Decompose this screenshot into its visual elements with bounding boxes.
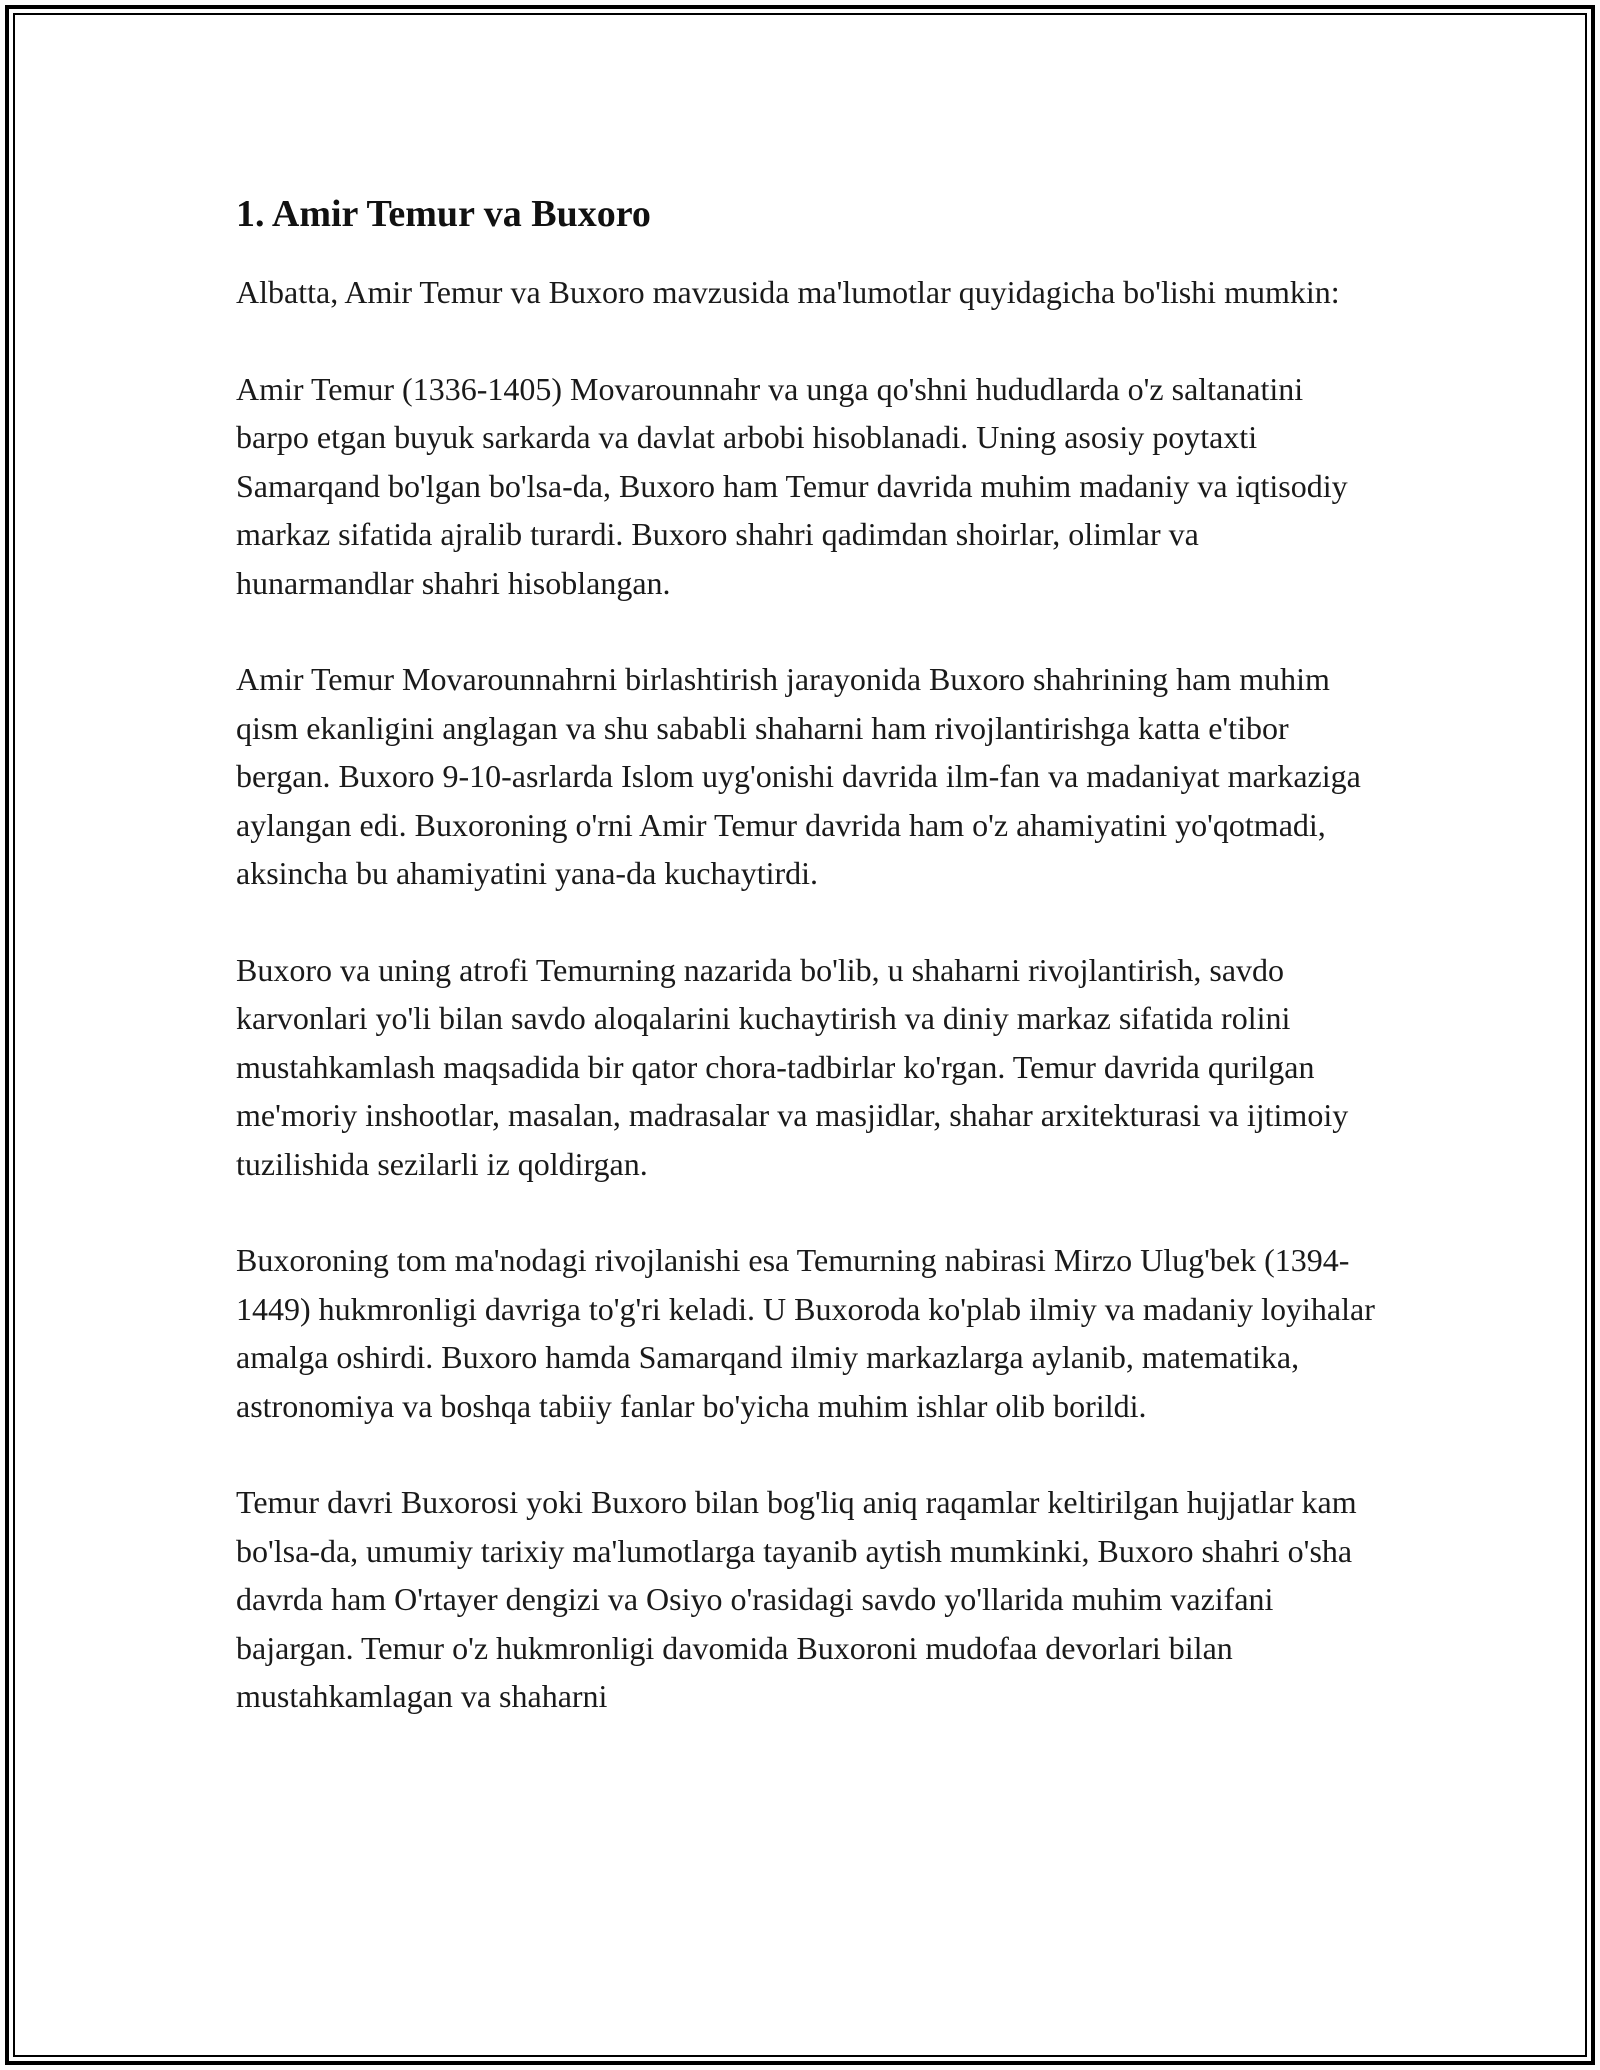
paragraph-bukhara-development: Amir Temur Movarounnahrni birlashtirish jarayonida Buxoro shahrining ham muhim qism ekanligini anglagan va shu sababli shaharni ham rivojlantirishga katta e'tibor bergan. Buxoro 9-10-asrlarda Islom uyg'onishi davrida ilm-fan va madaniyat markaziga aylangan edi. Buxoroning o'rni Amir Temur davrida ham o'z ahamiyatini yo'qotmadi, aksincha bu ahamiyatini yana-da kuchaytirdi. [236,661,1361,891]
paragraph-trade-architecture: Buxoro va uning atrofi Temurning nazarida bo'lib, u shaharni rivojlantirish, savdo karvonlari yo'li bilan savdo aloqalarini kuchaytirish va diniy markaz sifatida rolini mustahkamlash maqsadida bir qator chora-tadbirlar ko'rgan. Temur davrida qurilgan me'moriy inshootlar, masalan, madrasalar va masjidlar, shahar arxitekturasi va ijtimoiy tuzilishida sezilarli iz qoldirgan. [236,951,1349,1182]
paragraph-trade-routes: Temur davri Buxorosi yoki Buxoro bilan bog'liq aniq raqamlar keltirilgan hujjatlar kam bo'lsa-da, umumiy tarixiy ma'lumotlarga tayanib aytish mumkinki, Buxoro shahri o'sha davrda ham O'rtayer dengizi va Osiyo o'rasidagi savdo yo'llarida muhim vazifani bajargan. Temur o'z hukmronligi davomida Buxoroni mudofaa devorlari bilan mustahkamlagan va shaharni [236,1484,1357,1714]
paragraph-ulugbek: Buxoroning tom ma'nodagi rivojlanishi esa Temurning nabirasi Mirzo Ulug'bek (1394-1449) hukmronligi davriga to'g'ri keladi. U Buxoroda ko'plab ilmiy va madaniy loyihalar amalga oshirdi. Buxoro hamda Samarqand ilmiy markazlarga aylanib, matematika, astronomiya va boshqa tabiiy fanlar bo'yicha muhim ishlar olib borildi. [236,1242,1375,1424]
intro-paragraph: Albatta, Amir Temur va Buxoro mavzusida ma'lumotlar quyidagicha bo'lishi mumkin: [236,274,1340,310]
document-body [236,186,1376,1769]
paragraph-temur-overview: Amir Temur (1336-1405) Movarounnahr va unga qo'shni hududlarda o'z saltanatini barpo etgan buyuk sarkarda va davlat arbobi hisoblanadi. Uning asosiy poytaxti Samarqand bo'lgan bo'lsa-da, Buxoro ham Temur davrida muhim madaniy va iqtisodiy markaz sifatida ajralib turardi. Buxoro shahri qadimdan shoirlar, olimlar va hunarmandlar shahri hisoblangan. [236,370,1348,601]
section-heading: 1. Amir Temur va Buxoro [236,193,651,235]
